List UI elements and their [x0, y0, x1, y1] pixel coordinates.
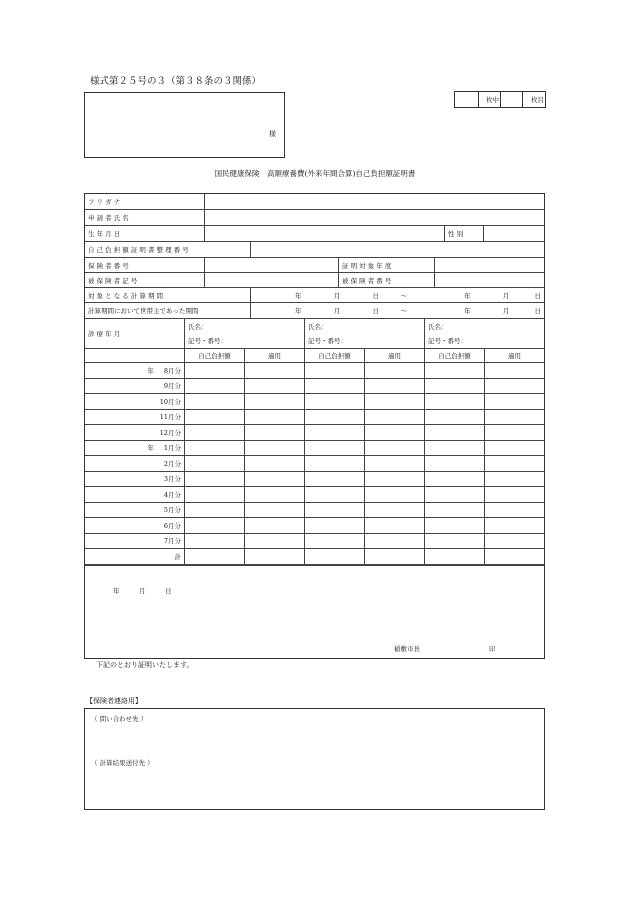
month-label: 6月分	[85, 518, 185, 533]
remarks-cell[interactable]	[485, 518, 544, 533]
amount-cell[interactable]	[185, 410, 245, 425]
cert-year-field[interactable]	[435, 258, 544, 272]
amount-cell[interactable]	[425, 379, 485, 394]
col-remarks-2: 適用	[365, 349, 425, 362]
remarks-cell[interactable]	[365, 379, 425, 394]
furigana-label: フ リ ガ ナ	[85, 194, 205, 209]
remarks-cell[interactable]	[245, 394, 305, 409]
period-label: 対 象 と な る 計 算 期 間	[85, 288, 251, 302]
month-row	[85, 503, 544, 519]
amount-cell[interactable]	[305, 379, 365, 394]
insurer-number-label: 保 険 者 番 号	[85, 258, 205, 272]
month-label: 9月分	[85, 379, 185, 394]
amount-cell[interactable]	[305, 549, 365, 564]
remarks-cell[interactable]	[365, 363, 425, 378]
amount-cell[interactable]	[185, 549, 245, 564]
month-label: 計	[85, 549, 185, 564]
insured-number-field[interactable]	[435, 273, 544, 287]
page-label: 枚目	[531, 96, 544, 104]
insured-symbol-field[interactable]	[205, 273, 339, 287]
remarks-cell[interactable]	[245, 425, 305, 440]
cert-year-label: 証 明 対 象 年 度	[339, 258, 435, 272]
seal-mark: 印	[489, 644, 496, 653]
amount-cell[interactable]	[305, 394, 365, 409]
month-row	[85, 379, 544, 395]
col-remarks-3: 適用	[508, 352, 521, 360]
amount-cell[interactable]	[185, 518, 245, 533]
remarks-cell[interactable]	[365, 503, 425, 518]
remarks-cell[interactable]	[245, 472, 305, 487]
remarks-cell[interactable]	[365, 487, 425, 502]
person1-symbol[interactable]: 記号・番号：	[185, 334, 305, 349]
remarks-cell[interactable]	[245, 441, 305, 456]
certify-text: 下記のとおり証明いたします。	[96, 661, 194, 669]
month-row	[85, 456, 544, 472]
document-title: 国民健康保険 高額療養費(外来年間合算)自己負担額証明書	[214, 169, 416, 178]
month-row	[85, 487, 544, 503]
remarks-cell[interactable]	[245, 549, 305, 564]
amount-cell[interactable]	[185, 503, 245, 518]
month-row	[85, 363, 544, 379]
gender-field[interactable]	[484, 226, 544, 241]
amount-cell[interactable]	[305, 425, 365, 440]
amount-cell[interactable]	[425, 410, 485, 425]
amount-cell[interactable]	[185, 472, 245, 487]
sheets-label: 枚中	[479, 92, 501, 107]
person1-name[interactable]: 氏名：	[185, 319, 305, 334]
amount-cell[interactable]	[185, 534, 245, 549]
remarks-cell[interactable]	[365, 410, 425, 425]
remarks-cell[interactable]	[485, 472, 544, 487]
applicant-name-label: 申 請 者 氏 名	[85, 210, 205, 225]
month-row	[85, 549, 544, 565]
signature-area	[85, 566, 544, 658]
month-label: 5月分	[85, 503, 185, 518]
page-number-input[interactable]	[501, 92, 523, 107]
furigana-field[interactable]	[205, 194, 544, 209]
remarks-cell[interactable]	[365, 534, 425, 549]
birthdate-field[interactable]	[205, 226, 445, 241]
column-header-blank	[85, 349, 185, 362]
month-row	[85, 472, 544, 488]
month-label: 10月分	[85, 394, 185, 409]
treatment-month-label: 診 療 年 月	[85, 319, 185, 348]
amount-cell[interactable]	[305, 518, 365, 533]
remarks-cell[interactable]	[485, 363, 544, 378]
month-label: 4月分	[85, 487, 185, 502]
remarks-cell[interactable]	[365, 549, 425, 564]
remarks-cell[interactable]	[485, 394, 544, 409]
month-label: 3月分	[85, 472, 185, 487]
month-label: 7月分	[85, 534, 185, 549]
remarks-cell[interactable]	[365, 456, 425, 471]
remarks-cell[interactable]	[245, 534, 305, 549]
remarks-cell[interactable]	[245, 503, 305, 518]
amount-cell[interactable]	[425, 534, 485, 549]
cert-number-field[interactable]	[251, 242, 544, 257]
remarks-cell[interactable]	[365, 518, 425, 533]
form-number: 様式第２５号の３（第３８条の３関係）	[90, 76, 262, 87]
remarks-cell[interactable]	[245, 487, 305, 502]
householder-period-label: 計算期間において世帯主であった期間	[85, 303, 251, 318]
month-label: 11月分	[85, 410, 185, 425]
col-amount-3: 自己負担額	[425, 349, 485, 362]
amount-cell[interactable]	[425, 394, 485, 409]
amount-cell[interactable]	[185, 487, 245, 502]
amount-cell[interactable]	[185, 379, 245, 394]
remarks-cell[interactable]	[365, 425, 425, 440]
amount-cell[interactable]	[425, 518, 485, 533]
col-amount-1: 自己負担額	[185, 349, 245, 362]
remarks-cell[interactable]	[365, 472, 425, 487]
period-field[interactable]: 年 月 日 ～ 年 月 日	[295, 291, 542, 300]
page-counter	[454, 91, 546, 108]
amount-cell[interactable]	[305, 363, 365, 378]
month-row	[85, 441, 544, 457]
remarks-cell[interactable]	[485, 534, 544, 549]
amount-cell[interactable]	[305, 487, 365, 502]
amount-cell[interactable]	[425, 363, 485, 378]
month-row	[85, 534, 544, 550]
certificate-table	[84, 193, 545, 659]
inquiry-label: （ 問い合わせ先 ）	[91, 715, 148, 723]
remarks-cell[interactable]	[485, 456, 544, 471]
householder-period-field[interactable]: 年 月 日 ～ 年 月 日	[295, 307, 542, 315]
amount-cell[interactable]	[425, 472, 485, 487]
amount-cell[interactable]	[305, 503, 365, 518]
mayor-title: 稲敷市長	[394, 644, 420, 653]
contact-heading: 【保険者連絡用】	[86, 697, 142, 705]
amount-cell[interactable]	[185, 363, 245, 378]
month-label: 年 1月分	[85, 441, 185, 456]
amount-cell[interactable]	[305, 534, 365, 549]
amount-cell[interactable]	[185, 394, 245, 409]
month-label: 年 8月分	[85, 363, 185, 378]
remarks-cell[interactable]	[245, 363, 305, 378]
person3-name[interactable]: 氏名：	[428, 322, 448, 331]
address-box[interactable]	[84, 92, 285, 158]
remarks-cell[interactable]	[245, 379, 305, 394]
cert-number-label: 自 己 負 担 額 証 明 書 整 理 番 号	[85, 242, 251, 257]
birthdate-label: 生 年 月 日	[85, 226, 205, 241]
remarks-cell[interactable]	[365, 394, 425, 409]
amount-cell[interactable]	[185, 425, 245, 440]
amount-cell[interactable]	[305, 441, 365, 456]
remarks-cell[interactable]	[485, 487, 544, 502]
amount-cell[interactable]	[185, 441, 245, 456]
result-destination-label: （ 計算結果送付先 ）	[91, 759, 154, 767]
amount-cell[interactable]	[425, 425, 485, 440]
month-label: 2月分	[85, 456, 185, 471]
remarks-cell[interactable]	[485, 549, 544, 564]
month-row	[85, 394, 544, 410]
contact-box[interactable]	[84, 708, 545, 810]
col-remarks-1: 適用	[245, 349, 305, 362]
issue-date[interactable]: 年 月 日	[113, 586, 172, 595]
gender-label: 性 別	[445, 226, 484, 241]
month-row	[85, 518, 544, 534]
person2-name[interactable]: 氏名：	[305, 319, 425, 334]
insured-number-label: 被 保 険 者 番 号	[339, 273, 435, 287]
person3-symbol[interactable]: 記号・番号：	[428, 337, 467, 346]
amount-cell[interactable]	[425, 487, 485, 502]
insurer-number-field[interactable]	[205, 258, 339, 272]
amount-cell[interactable]	[425, 503, 485, 518]
applicant-name-field[interactable]	[205, 210, 544, 225]
remarks-cell[interactable]	[245, 456, 305, 471]
amount-cell[interactable]	[185, 456, 245, 471]
amount-cell[interactable]	[425, 441, 485, 456]
remarks-cell[interactable]	[365, 441, 425, 456]
col-amount-2: 自己負担額	[305, 349, 365, 362]
amount-cell[interactable]	[305, 456, 365, 471]
remarks-cell[interactable]	[245, 410, 305, 425]
honorific-sama: 様	[269, 130, 276, 138]
month-label: 12月分	[85, 425, 185, 440]
sheet-count-input[interactable]	[455, 92, 479, 107]
remarks-cell[interactable]	[245, 518, 305, 533]
remarks-cell[interactable]	[485, 379, 544, 394]
month-row	[85, 410, 544, 426]
amount-cell[interactable]	[305, 410, 365, 425]
amount-cell[interactable]	[305, 472, 365, 487]
person2-symbol[interactable]: 記号・番号：	[305, 334, 425, 349]
insured-symbol-label: 被 保 険 者 記 号	[85, 273, 205, 287]
amount-cell[interactable]	[425, 549, 485, 564]
remarks-cell[interactable]	[485, 441, 544, 456]
remarks-cell[interactable]	[485, 410, 544, 425]
month-rows	[85, 363, 544, 566]
amount-cell[interactable]	[425, 456, 485, 471]
remarks-cell[interactable]	[485, 425, 544, 440]
remarks-cell[interactable]	[485, 503, 544, 518]
month-row	[85, 425, 544, 441]
